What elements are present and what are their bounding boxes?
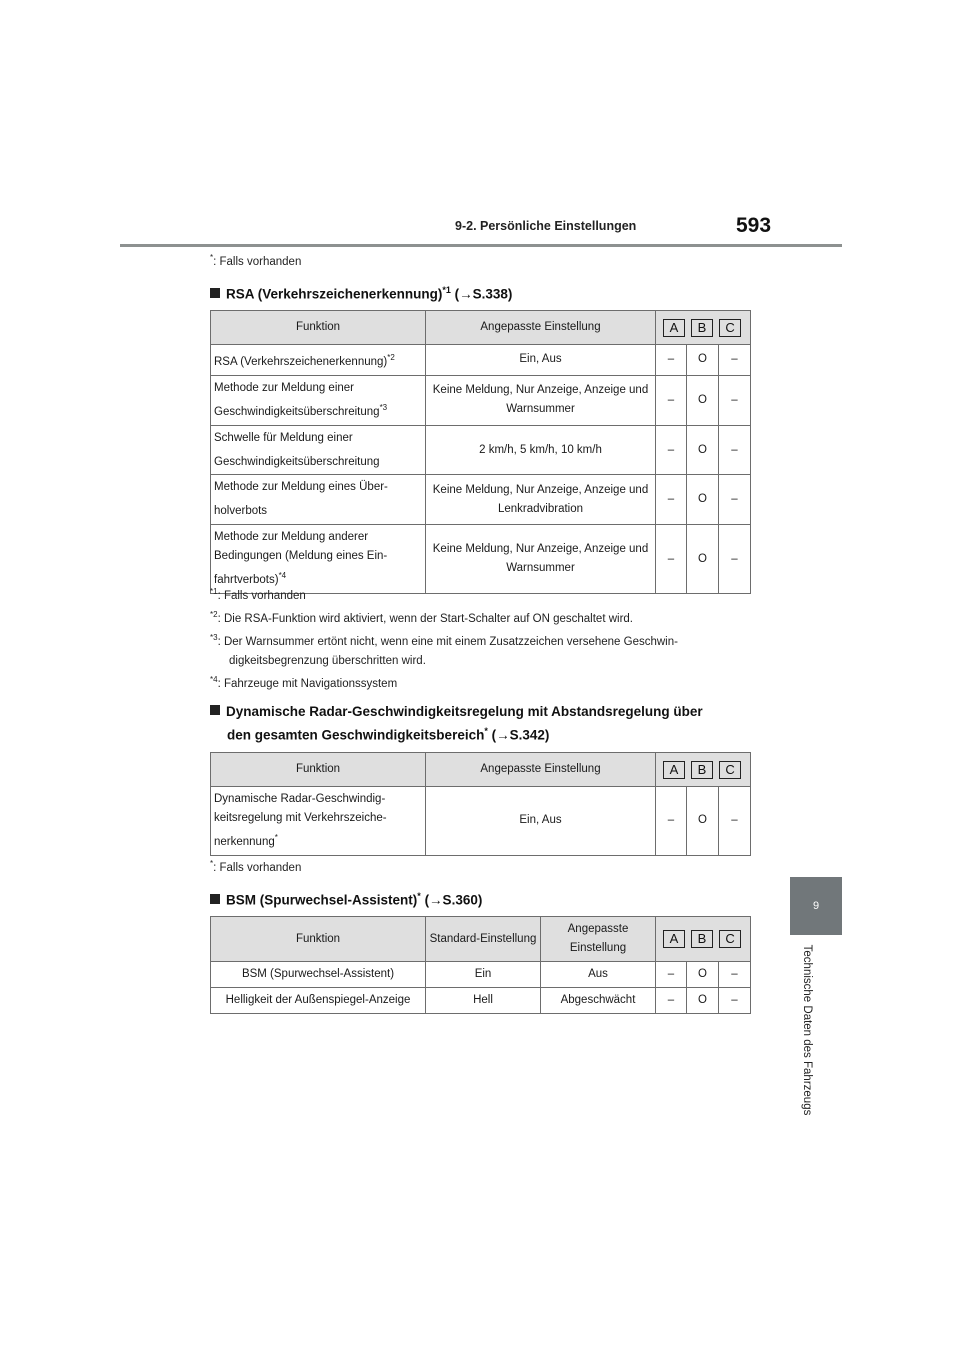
square-bullet-icon (210, 894, 220, 904)
col-b-icon: B (691, 319, 713, 337)
cell-b: O (687, 988, 719, 1014)
footnote-mark: * (210, 253, 214, 262)
cell-setting: Ein, Aus (426, 787, 656, 856)
col-c-icon: C (719, 930, 741, 948)
cell-c: – (719, 787, 751, 856)
col-b-icon: B (691, 930, 713, 948)
cell-c: – (719, 345, 751, 376)
col-funktion: Funktion (211, 311, 426, 345)
footnote-text: : Falls vorhanden (213, 256, 302, 268)
cell-c: – (719, 525, 751, 594)
table-row (211, 345, 751, 376)
header-divider (120, 244, 842, 247)
col-angepasst: Angepasste Einstellung (426, 753, 656, 787)
chapter-number: 9 (812, 900, 820, 912)
cell-standard: Ein (426, 962, 541, 988)
footnote: $^{*3}$: Der Warnsummer ertönt nicht, wenn eine mit einem Zusatzzeichen versehene Geschwin- (210, 633, 678, 648)
col-angepasst: Angepasste Einstellung (541, 917, 656, 962)
cell-c: – (719, 425, 751, 475)
chapter-tab (790, 877, 842, 935)
square-bullet-icon (210, 288, 220, 298)
table-radar (210, 752, 751, 856)
table-row (211, 525, 751, 594)
heading-text: Dynamische Radar-Geschwindigkeitsregelung mit Abstandsregelung über (226, 704, 703, 719)
col-funktion: Funktion (211, 753, 426, 787)
cell-funktion: BSM (Spurwechsel-Assistent) (211, 962, 426, 988)
footnote: $^{*1}$: Falls vorhanden (210, 587, 306, 602)
table-bsm (210, 916, 751, 1014)
section-heading-bsm (210, 891, 482, 908)
table-header-row (211, 917, 751, 962)
cell-b: O (687, 475, 719, 525)
heading-sup: *1 (442, 285, 451, 295)
cell-b: O (687, 375, 719, 425)
cell-setting: Keine Meldung, Nur Anzeige, Anzeige und Warnsummer (426, 375, 656, 425)
heading-text: RSA (Verkehrszeichenerkennung) (226, 286, 443, 302)
cell-a: – (656, 425, 687, 475)
cell-setting: Aus (541, 962, 656, 988)
heading-text: den gesamten Geschwindigkeitsbereich (227, 727, 485, 743)
cell-b: O (687, 425, 719, 475)
heading-ref: (→S.338) (450, 286, 513, 302)
cell-a: – (656, 375, 687, 425)
col-angepasst: Angepasste Einstellung (426, 311, 656, 345)
cell-setting: Keine Meldung, Nur Anzeige, Anzeige und Warnsummer (426, 525, 656, 594)
cell-standard: Hell (426, 988, 541, 1014)
heading-sup: * (484, 726, 488, 736)
cell-funktion: Methode zur Meldung einer Geschwindigkeitsüberschreitung$^{*3}$ (211, 375, 426, 425)
col-abc (656, 917, 751, 962)
heading-ref: (→S.342) (487, 727, 550, 743)
col-abc (656, 311, 751, 345)
table-row (211, 962, 751, 988)
top-footnote (210, 253, 302, 268)
table-row (211, 425, 751, 475)
table-row (211, 988, 751, 1014)
cell-funktion: RSA (Verkehrszeichenerkennung)$^{*2}$ (211, 345, 426, 376)
footnote: $^{*2}$: Die RSA-Funktion wird aktiviert, wenn der Start-Schalter auf ON geschaltet wird. (210, 610, 633, 625)
cell-funktion: Methode zur Meldung anderer Bedingungen (Meldung eines Ein-fahrtverbots)$^{*4}$ (211, 525, 426, 594)
footnote: *: Falls vorhanden (210, 859, 302, 874)
col-c-icon: C (719, 761, 741, 779)
cell-c: – (719, 375, 751, 425)
table-row (211, 375, 751, 425)
chapter-side-label (797, 945, 817, 1115)
cell-setting: Abgeschwächt (541, 988, 656, 1014)
col-abc (656, 753, 751, 787)
table-row (211, 475, 751, 525)
col-c-icon: C (719, 319, 741, 337)
table-row (211, 787, 751, 856)
cell-c: – (719, 475, 751, 525)
cell-setting: 2 km/h, 5 km/h, 10 km/h (426, 425, 656, 475)
table-header-row (211, 753, 751, 787)
header-title: 9-2. Persönliche Einstellungen (455, 219, 637, 233)
footnote: $^{*4}$: Fahrzeuge mit Navigationssystem (210, 675, 398, 690)
cell-a: – (656, 345, 687, 376)
cell-setting: Keine Meldung, Nur Anzeige, Anzeige und Lenkradvibration (426, 475, 656, 525)
chapter-side-text: Technische Daten des Fahrzeugs (801, 944, 813, 1116)
col-standard: Standard-Einstellung (426, 917, 541, 962)
cell-funktion: Methode zur Meldung eines Über-holverbots (211, 475, 426, 525)
table-rsa (210, 310, 751, 594)
heading-sup: * (417, 891, 421, 901)
col-a-icon: A (663, 761, 685, 779)
col-b-icon: B (691, 761, 713, 779)
heading-ref: (→S.360) (420, 892, 483, 908)
col-funktion: Funktion (211, 917, 426, 962)
cell-b: O (687, 787, 719, 856)
cell-a: – (656, 525, 687, 594)
heading-text: BSM (Spurwechsel-Assistent) (226, 892, 418, 908)
section-heading-rsa (210, 285, 512, 302)
col-a-icon: A (663, 930, 685, 948)
cell-setting: Ein, Aus (426, 345, 656, 376)
footnote-continuation: digkeitsbegrenzung überschritten wird. (229, 655, 426, 667)
cell-funktion: Helligkeit der Außenspiegel-Anzeige (211, 988, 426, 1014)
cell-b: O (687, 345, 719, 376)
section-heading-radar-line2 (227, 726, 549, 743)
cell-a: – (656, 475, 687, 525)
cell-b: O (687, 962, 719, 988)
cell-a: – (656, 787, 687, 856)
cell-funktion: Schwelle für Meldung einer Geschwindigkeitsüberschreitung (211, 425, 426, 475)
section-heading-radar (210, 704, 703, 719)
cell-c: – (719, 962, 751, 988)
cell-a: – (656, 962, 687, 988)
page-number: 593 (736, 214, 772, 237)
cell-a: – (656, 988, 687, 1014)
cell-b: O (687, 525, 719, 594)
cell-funktion: Dynamische Radar-Geschwindig-keitsregelung mit Verkehrszeiche-nerkennung* (211, 787, 426, 856)
col-a-icon: A (663, 319, 685, 337)
cell-c: – (719, 988, 751, 1014)
square-bullet-icon (210, 705, 220, 715)
table-header-row (211, 311, 751, 345)
